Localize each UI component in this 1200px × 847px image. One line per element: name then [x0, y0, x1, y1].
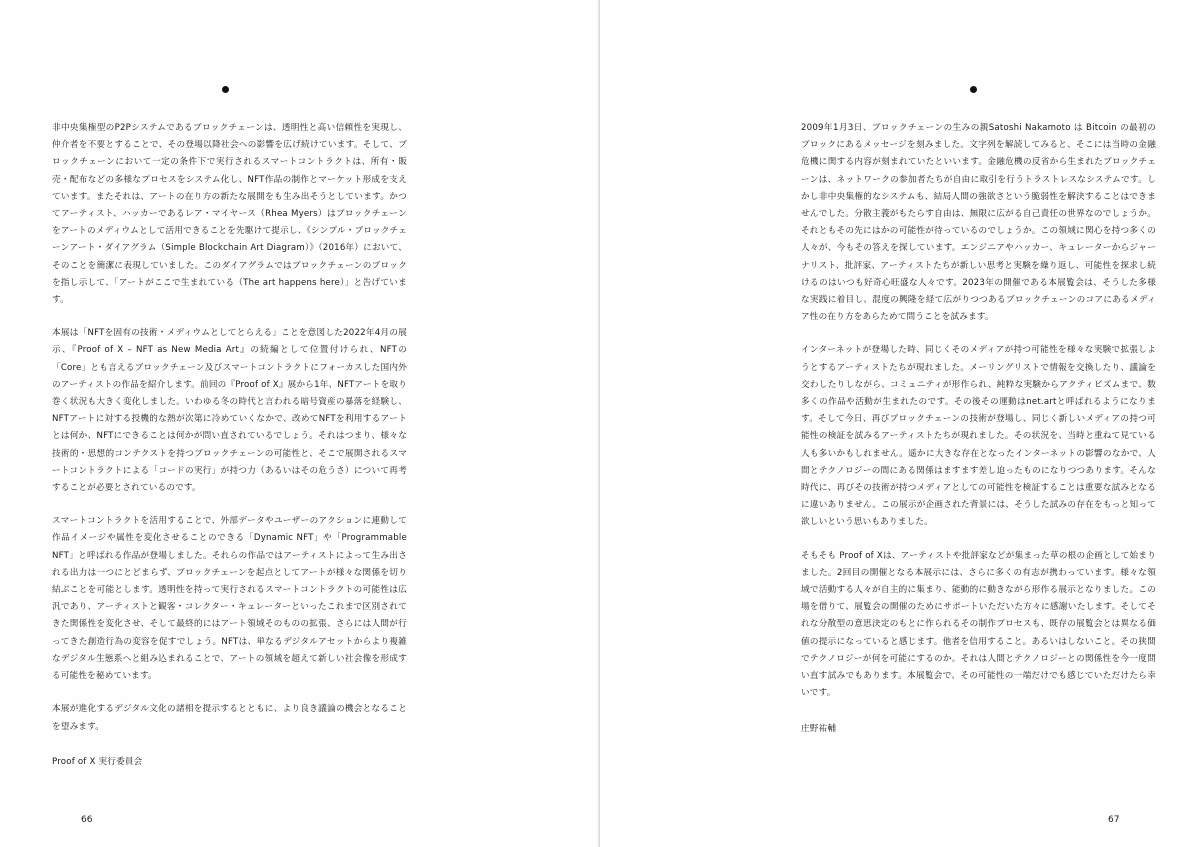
page-number-left: 66	[81, 815, 93, 825]
right-paragraph-2: インターネットが登場した時、同じくそのメディアが持つ可能性を様々な実験で拡張しようとするアーティストたちが現れました。メーリングリストで情報を交換したり、議論を交わしたりしながら、コミュニティが形作られ、純粋な実験からアクティビズムまで、数多くの作品や活動が生まれたのです。その後その運動はnet.artと呼ばれるようになります。そして今日、再びブロックチェーンの技術が登場し、同じく新しいメディアの持つ可能性の検証を試みるアーティストたちが現れました。その状況を、当時と重ねて見ている人も多いかもしれません。遥かに大きな存在となったインターネットの影響のなかで、人間とテクノロジーの間にある関係はますます差し迫ったものになりつつあります。そんな時代に、再びその技術が持つメディアとしての可能性を検証することは重要な試みとなるに違いありません。この展示が企画された背景には、そうした試みの存在をもっと知って欲しいという思いもありました。	[801, 345, 1156, 528]
right-signature: 庄野祐輔	[801, 723, 837, 734]
right-page	[600, 0, 1200, 847]
left-paragraph-1: 非中央集権型のP2Pシステムであるブロックチェーンは、透明性と高い信頼性を実現し、仲介者を不要とすることで、その登場以降社会への影響を広げ続けています。そして、ブロックチェーンにおいて一定の条件下で実行されるスマートコントラクトは、所有・販売・配布などの多様なプロセスをシステム化し、NFT作品の制作とマーケット形成を支えています。またそれは、アートの在り方の新たな展開をも生み出そうとしています。かつてアーティスト、ハッカーであるレア・マイヤース（Rhea Myers）はブロックチェーンをアートのメディウムとして活用できることを先駆けて提示し、《シンプル・ブロックチェーンアート・ダイアグラム（Simple Blockchain Art Diagram）》（2016年）において、そのことを簡潔に表現していました。このダイアグラムではブロックチェーンのブロックを指し示して、「アートがここで生まれている（The art happens here）」と告げています。	[52, 123, 407, 306]
bullet-ornament	[970, 86, 977, 93]
left-text-block	[52, 120, 407, 787]
left-paragraph-4: 本展が進化するデジタル文化の諸相を提示するとともに、より良き議論の機会となることを望みます。	[52, 704, 407, 732]
right-paragraph-1: 2009年1月3日、ブロックチェーンの生みの親Satoshi Nakamoto は Bitcoin の最初のブロックにあるメッセージを刻みました。文字列を解読してみると、そこには当時の金融危機に関する内容が刻まれていたといいます。金融危機の反省から生まれたブロックチェーンは、ネットワークの参加者たちが自由に取引を行うトラストレスなシステムです。しかし非中央集権的なシステムも、結局人間の強欲さという脆弱性を解決することはできませんでした。分散主義がもたらす自由は、無限に広がる自己責任の世界なのでしょうか。それともその先にはかの可能性が待っているのでしょうか。この領域に関心を持つ多くの人々が、今もその答えを探しています。エンジニアやハッカー、キュレーターからジャーナリスト、批評家、アーティストたちが新しい思考と実験を繰り返し、可能性を探求し続けるのはいつも好奇心旺盛な人々です。2023年の開催である本展覧会は、そうした多様な実践に着目し、混度の興隆を経て広がりつつあるブロックチェーンのコアにあるメディア性の在り方をあらためて問うことを試みます。	[801, 123, 1156, 323]
left-paragraph-3: スマートコントラクトを活用することで、外部データやユーザーのアクションに連動して作品イメージや属性を変化させることのできる「Dynamic NFT」や「Programmable NFT」と呼ばれる作品が登場しました。それらの作品ではアーティストによって生み出される出力は一つにとどまらず、ブロックチェーンを起点としてアートが様々な関係を切り結ぶことを可能とします。透明性を持って実行されるスマートコントラクトの可能性は広汎であり、アーティストと観客・コレクター・キュレーターといったこれまで区別されてきた関係性を変化させ、そして最終的にはアート領域そのものの拡張、さらには人間が行ってきた創造行為の変容を促すでしょう。NFTは、単なるデジタルアセットからより複雑なデジタル生態系へと組み込まれることで、アートの領域を超えて新しい社会像を形成する可能性を秘めています。	[52, 516, 407, 682]
left-paragraph-2: 本展は「NFTを固有の技術・メディウムとしてとらえる」ことを意図した2022年4月の展示、『Proof of X – NFT as New Media Art』の続編として位置付けられ、NFTの「Core」とも言えるブロックチェーン及びスマートコントラクトにフォーカスした国内外のアーティストの作品を紹介します。前回の『Proof of X』展から1年、NFTアートを取り巻く状況も大きく変化しました。いわゆる冬の時代と言われる暗号資産の暴落を経験し、NFTアートに対する投機的な熱が次第に冷めていくなかで、改めてNFTを利用するアートとは何か、NFTにできることは何かが問い直されているでしょう。それはつまり、様々な技術的・思想的コンテクストを持つブロックチェーンの可能性と、そこで展開されるスマートコントラクトによる「コードの実行」が持つ力（あるいはその危うさ）について再考することが必要とされているのです。	[52, 328, 407, 494]
right-paragraph-3: そもそも Proof of Xは、アーティストや批評家などが集まった草の根の企画として始まりました。2回目の開催となる本展示には、さらに多くの有志が携わっています。様々な領域で活動する人々が自主的に集まり、能動的に動きながら形作る展示となりました。この場を借りて、展覧会の開催のためにサポートいただいた方々に感謝いたします。そしてそれな分散型の意思決定のもとに作られるその制作プロセスも、既存の展覧会とは異なる価値の提示になっていると感じます。他者を信用すること。あるいはしないこと。その狭間でテクノロジーが何を可能にするのか。それは人間とテクノロジーとの関係性を今一度問い直す試みでもあります。本展覧会で、その可能性の一端だけでも感じていただけたら幸いです。	[801, 550, 1156, 699]
bullet-ornament	[222, 86, 229, 93]
page-number-right: 67	[1108, 815, 1120, 825]
left-signature: Proof of X 実行委員会	[52, 756, 143, 767]
right-text-block	[801, 120, 1156, 754]
